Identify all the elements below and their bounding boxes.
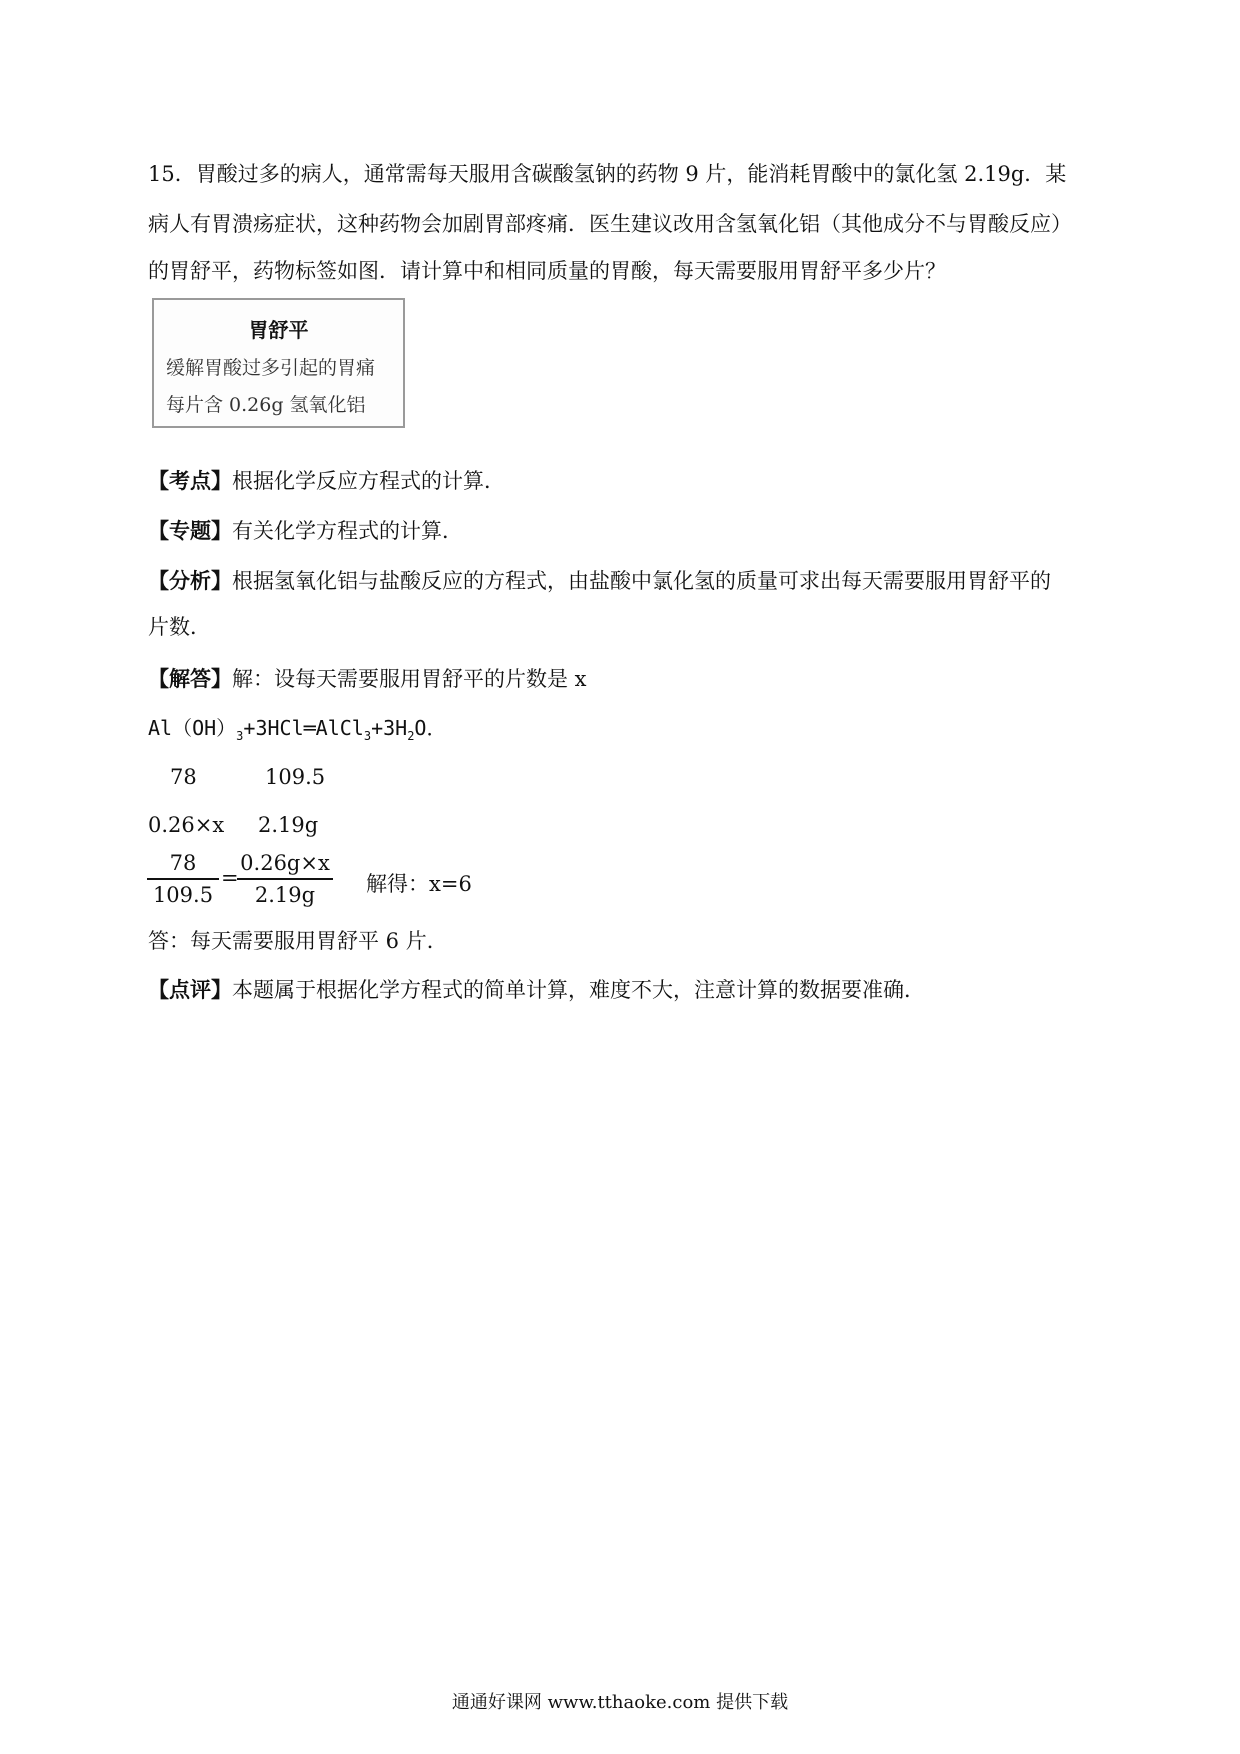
dianping-tag: 【点评】 bbox=[148, 977, 232, 1002]
mass-hcl: 109.5 bbox=[265, 765, 326, 789]
jieda-tag: 【解答】 bbox=[148, 666, 232, 691]
drug-label-image bbox=[152, 298, 405, 428]
drug-label-line-1: 缓解胃酸过多引起的胃痛 bbox=[166, 357, 376, 379]
fenxi-row bbox=[148, 566, 1051, 596]
result-text: 解得：x=6 bbox=[366, 872, 472, 896]
question-line-3: 的胃舒平，药物标签如图．请计算中和相同质量的胃酸，每天需要服用胃舒平多少片？ bbox=[148, 259, 946, 283]
mass-aloh3: 78 bbox=[170, 765, 197, 789]
dianping-text: 本题属于根据化学方程式的简单计算，难度不大，注意计算的数据要准确． bbox=[232, 978, 925, 1002]
fenxi-text-continued: 片数． bbox=[148, 615, 211, 639]
fenxi-tag: 【分析】 bbox=[148, 568, 232, 593]
zhuanti-tag: 【专题】 bbox=[148, 518, 232, 543]
fraction-left bbox=[147, 848, 219, 910]
given-aloh3: 0.26×x bbox=[148, 813, 225, 837]
drug-label-title: 胃舒平 bbox=[248, 318, 309, 342]
fraction-right-numerator: 0.26g×x bbox=[237, 848, 333, 880]
drug-label-line-2: 每片含 0.26g 氢氧化铝 bbox=[166, 394, 366, 416]
given-hcl: 2.19g bbox=[258, 813, 319, 837]
page-footer: 通通好课网 www.tthaoke.com 提供下载 bbox=[451, 1692, 789, 1713]
fraction-right-denominator: 2.19g bbox=[254, 883, 316, 907]
equals-sign: = bbox=[221, 866, 239, 890]
kaodian-row bbox=[148, 466, 505, 496]
dianping-row bbox=[148, 975, 925, 1005]
question-line-2: 病人有胃溃疡症状，这种药物会加剧胃部疼痛．医生建议改用含氢氧化铝（其他成分不与胃酸反应） bbox=[148, 212, 1072, 236]
jieda-text: 解：设每天需要服用胃舒平的片数是 x bbox=[232, 667, 587, 691]
question-line-1: 15．胃酸过多的病人，通常需每天服用含碳酸氢钠的药物 9 片，能消耗胃酸中的氯化氢 2.19g．某 bbox=[148, 162, 1067, 186]
fenxi-text: 根据氢氧化铝与盐酸反应的方程式，由盐酸中氯化氢的质量可求出每天需要服用胃舒平的 bbox=[232, 569, 1051, 593]
zhuanti-text: 有关化学方程式的计算． bbox=[232, 519, 463, 543]
fraction-left-denominator: 109.5 bbox=[152, 883, 214, 907]
zhuanti-row bbox=[148, 516, 463, 546]
fraction-right bbox=[237, 848, 333, 910]
jieda-row bbox=[148, 664, 587, 694]
kaodian-text: 根据化学反应方程式的计算． bbox=[232, 469, 505, 493]
answer-line: 答：每天需要服用胃舒平 6 片． bbox=[148, 929, 448, 953]
fraction-left-numerator: 78 bbox=[147, 848, 219, 880]
chemical-equation: $Al(OH)_3+3HCl═AlCl_3+3H_2O$． bbox=[148, 716, 447, 743]
kaodian-tag: 【考点】 bbox=[148, 468, 232, 493]
